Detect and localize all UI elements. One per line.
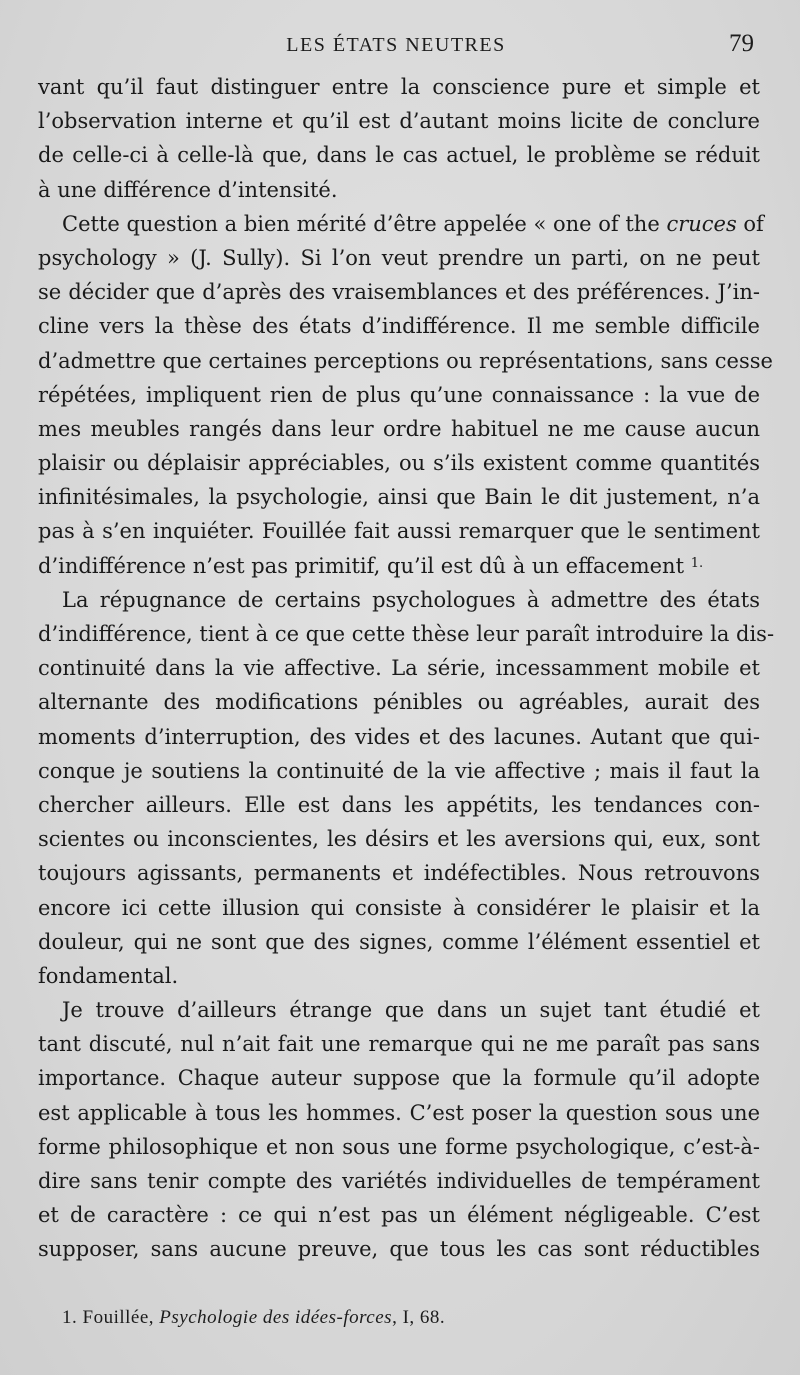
text-line: pas à s’en inquiéter. Fouillée fait aussi remarquer que le sentiment — [38, 519, 760, 544]
text-line: dire sans tenir compte des variétés individuelles de tempérament — [38, 1169, 760, 1193]
text-line: plaisir ou déplaisir appréciables, ou s’ils existent comme quantités — [38, 451, 760, 476]
text-fragment: d’indifférence n’est pas primitif, qu’il est dû à un effacement — [38, 553, 691, 578]
text-line: scientes ou inconscientes, les désirs et les aversions qui, eux, sont — [38, 827, 760, 852]
footnote-rest: , I, 68. — [392, 1307, 446, 1328]
footnote-ref[interactable]: 1. — [690, 555, 704, 571]
footnote-author: Fouillée, — [77, 1307, 160, 1328]
text-line — [38, 207, 764, 241]
text-line: Je trouve d’ailleurs étrange que dans un sujet tant étudié et — [62, 998, 760, 1023]
text-line: importance. Chaque auteur suppose que la formule qu’il adopte — [38, 1066, 760, 1091]
body-text — [38, 70, 775, 1267]
text-line: mes meubles rangés dans leur ordre habituel ne me cause aucun — [38, 416, 760, 441]
text-line: toujours agissants, permanents et indéfectibles. Nous retrouvons — [38, 861, 760, 886]
text-line: chercher ailleurs. Elle est dans les appétits, les tendances con- — [38, 792, 760, 817]
text-line: infinitésimales, la psychologie, ainsi que Bain le dit justement, n’a — [38, 485, 760, 510]
text-line: à une différence d’intensité. — [38, 177, 338, 202]
footnote-title: Psychologie des idées-forces — [159, 1307, 393, 1328]
italic-word: cruces — [666, 211, 737, 236]
text-line: l’observation interne et qu’il est d’autant moins licite de conclure — [38, 109, 760, 134]
text-line: de celle-ci à celle-là que, dans le cas actuel, le problème se réduit — [38, 143, 760, 168]
footnote-number: 1. — [62, 1307, 78, 1328]
text-line: d’admettre que certaines perceptions ou représentations, sans cesse — [38, 348, 773, 373]
text-line: fondamental. — [38, 963, 179, 988]
text-line: supposer, sans aucune preuve, que tous les cas sont réductibles — [38, 1237, 760, 1262]
text-line: tant discuté, nul n’ait fait une remarque qui ne me paraît pas sans — [38, 1032, 760, 1057]
text-line: alternante des modifications pénibles ou agréables, aurait des — [38, 690, 760, 715]
text-line: est applicable à tous les hommes. C’est poser la question sous une — [38, 1100, 760, 1125]
text-line: se décider que d’après des vraisemblances et des préférences. J’in- — [38, 280, 760, 305]
text-line: encore ici cette illusion qui consiste à considérer le plaisir et la — [38, 895, 760, 920]
page-header — [38, 30, 754, 62]
text-line — [38, 549, 760, 583]
text-line: forme philosophique et non sous une forme psychologique, c’est-à- — [38, 1134, 760, 1159]
text-line: continuité dans la vie affective. La série, incessamment mobile et — [38, 656, 760, 681]
text-fragment: Cette question a bien mérité d’être appelée « one of the — [62, 211, 667, 236]
text-line: répétées, impliquent rien de plus qu’une connaissance : la vue de — [38, 382, 760, 407]
text-line: cline vers la thèse des états d’indifférence. Il me semble difficile — [38, 314, 760, 339]
text-line: douleur, qui ne sont que des signes, comme l’élément essentiel et — [38, 929, 760, 954]
text-line: La répugnance de certains psychologues à admettre des états — [62, 587, 760, 612]
text-line: d’indifférence, tient à ce que cette thèse leur paraît introduire la dis- — [38, 622, 775, 646]
running-head: LES ÉTATS NEUTRES — [286, 34, 506, 56]
text-line: moments d’interruption, des vides et des lacunes. Autant que qui- — [38, 724, 760, 749]
footnote — [62, 1307, 762, 1329]
text-line: conque je soutiens la continuité de la vie affective ; mais il faut la — [38, 758, 760, 783]
text-line: psychology » (J. Sully). Si l’on veut prendre un parti, on ne peut — [38, 245, 760, 270]
page-number: 79 — [729, 30, 754, 57]
text-line: vant qu’il faut distinguer entre la conscience pure et simple et — [38, 75, 760, 99]
text-line: et de caractère : ce qui n’est pas un élément négligeable. C’est — [38, 1203, 760, 1228]
text-fragment: of — [736, 211, 764, 236]
